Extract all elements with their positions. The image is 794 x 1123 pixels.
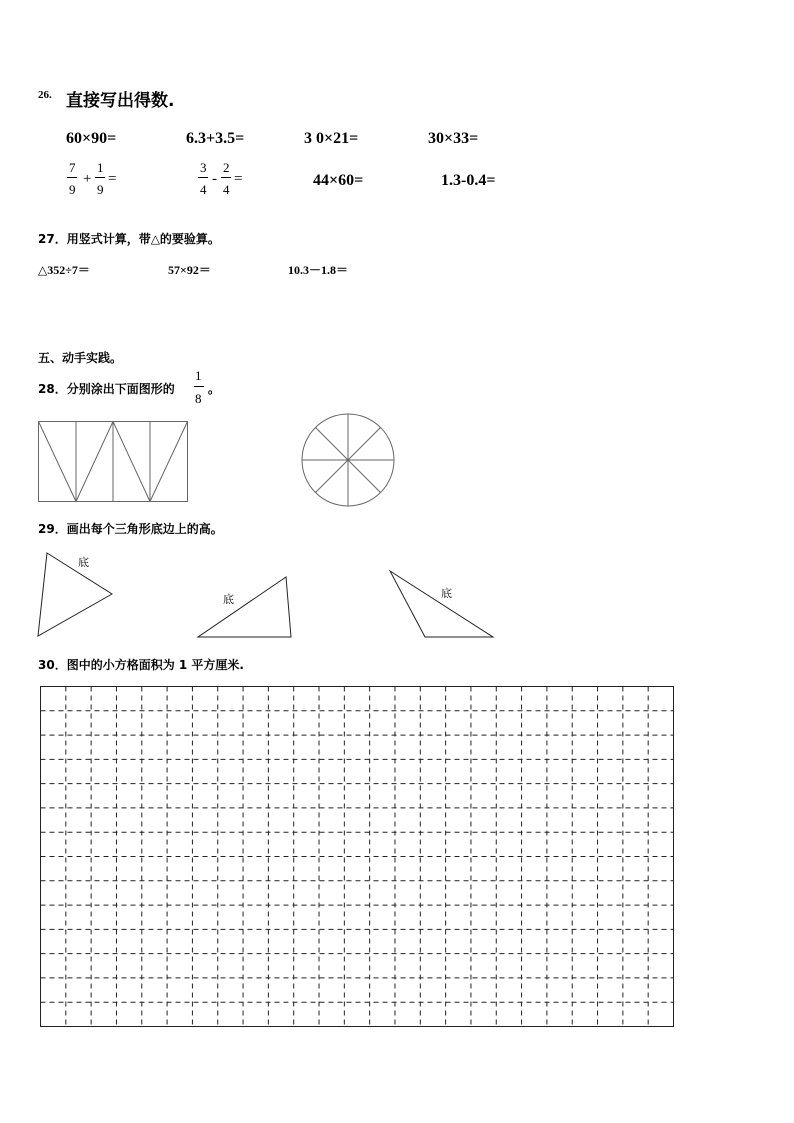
fraction-denominator: 9 [97, 182, 104, 197]
section-5-title: 五、动手实践。 [38, 351, 123, 365]
calc-item: 57×92＝ [168, 263, 211, 277]
question-28-title-suffix: 。 [208, 382, 221, 396]
operator: + [83, 171, 92, 187]
calc-item: 6.3+3.5= [186, 130, 245, 147]
question-26-number: 26. [38, 89, 52, 101]
question-26-title: 直接写出得数. [66, 91, 175, 111]
operator: - [212, 171, 217, 187]
calc-item: 1.3-0.4= [441, 172, 496, 189]
calc-item: 60×90= [66, 130, 117, 147]
calc-item: 44×60= [313, 172, 364, 189]
question-30-title: 30．图中的小方格面积为 1 平方厘米. [38, 658, 244, 672]
fraction-numerator: 7 [69, 160, 76, 175]
base-label: 底 [441, 587, 452, 600]
equals-sign: = [108, 171, 117, 187]
fraction-denominator: 8 [195, 391, 202, 406]
calc-item: 30×33= [428, 130, 479, 147]
base-label: 底 [223, 593, 234, 606]
base-label: 底 [78, 556, 89, 569]
fraction-denominator: 4 [223, 182, 230, 197]
fraction-numerator: 3 [200, 160, 207, 175]
calc-item: 3 0×21= [304, 130, 359, 147]
calc-item: △352÷7＝ [38, 263, 90, 277]
question-29-title: 29．画出每个三角形底边上的高。 [38, 522, 223, 536]
equals-sign: = [234, 171, 243, 187]
question-28-title: 28．分别涂出下面图形的 [38, 382, 175, 396]
fraction-numerator: 1 [195, 368, 202, 383]
fraction-numerator: 1 [97, 160, 104, 175]
fraction-denominator: 4 [200, 182, 207, 197]
fraction-denominator: 9 [69, 182, 76, 197]
fraction-numerator: 2 [223, 160, 230, 175]
calc-item: 10.3－1.8＝ [288, 263, 349, 277]
question-27-title: 27．用竖式计算，带△的要验算。 [38, 232, 220, 246]
